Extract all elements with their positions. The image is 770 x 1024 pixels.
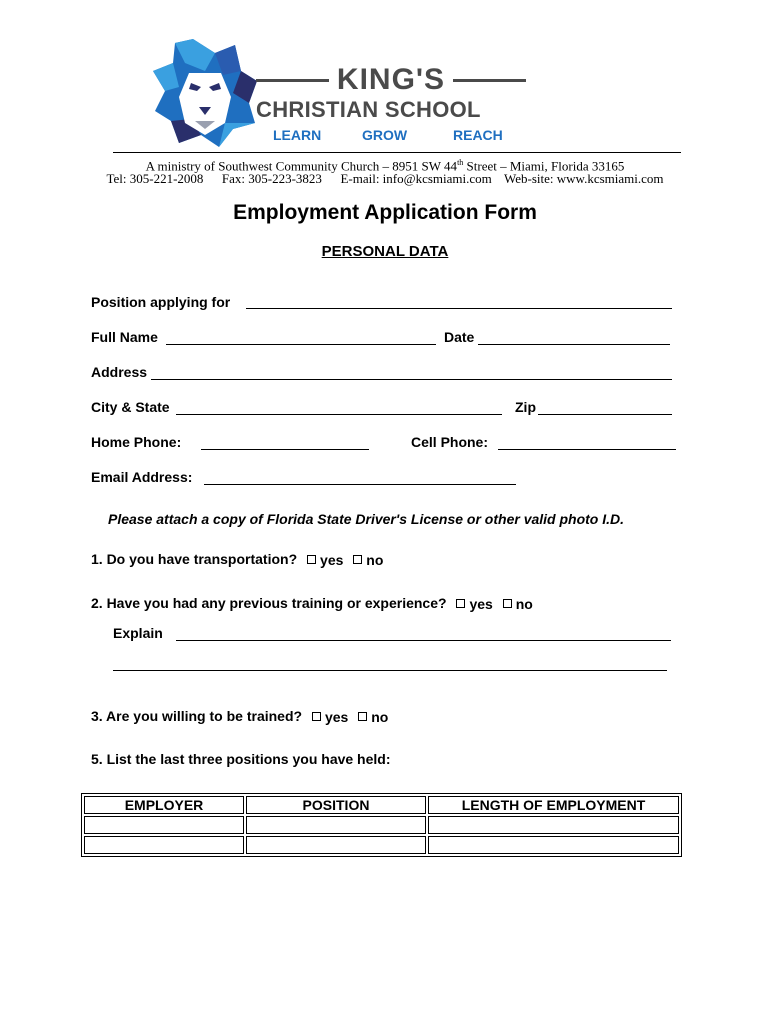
logo-rule-left — [256, 79, 329, 82]
ministry-text: A ministry of Southwest Community Church – 8951 SW 44 — [145, 158, 458, 174]
question-1 — [91, 551, 383, 568]
employer-header: EMPLOYER — [84, 796, 244, 814]
question-1-text: 1. Do you have transportation? — [91, 551, 298, 567]
q1-yes-checkbox[interactable] — [307, 555, 316, 564]
logo-tag-grow: GROW — [362, 127, 408, 143]
cell-phone-label: Cell Phone: — [411, 434, 489, 450]
position-field[interactable] — [246, 308, 672, 309]
table-row — [84, 816, 679, 834]
form-title: Employment Application Form — [233, 201, 537, 224]
question-3 — [91, 708, 388, 725]
question-5: 5. List the last three positions you have held: — [91, 751, 391, 767]
question-2 — [91, 595, 533, 612]
city-state-field[interactable] — [176, 414, 502, 415]
q3-no-checkbox[interactable] — [358, 712, 367, 721]
logo-school-text: CHRISTIAN SCHOOL — [256, 97, 481, 122]
cell-phone-field[interactable] — [498, 449, 676, 450]
logo-name-line1 — [256, 64, 526, 96]
home-phone-field[interactable] — [201, 449, 369, 450]
position-cell[interactable] — [246, 836, 426, 854]
zip-label: Zip — [515, 399, 536, 415]
q2-no-checkbox[interactable] — [503, 599, 512, 608]
employer-cell[interactable] — [84, 816, 244, 834]
q1-no-checkbox[interactable] — [353, 555, 362, 564]
position-header: POSITION — [246, 796, 426, 814]
explain-field-1[interactable] — [176, 640, 671, 641]
length-cell[interactable] — [428, 836, 679, 854]
header-rule — [113, 152, 681, 153]
email-address-field[interactable] — [204, 484, 516, 485]
date-field[interactable] — [478, 344, 670, 345]
section-heading: PERSONAL DATA — [321, 243, 449, 260]
q1-no-label: no — [366, 551, 384, 568]
question-3-text: 3. Are you willing to be trained? — [91, 708, 303, 724]
zip-field[interactable] — [538, 414, 672, 415]
length-header: LENGTH OF EMPLOYMENT — [428, 796, 679, 814]
full-name-field[interactable] — [166, 344, 436, 345]
table-row — [84, 836, 679, 854]
address-label: Address — [91, 364, 148, 380]
contact-line — [0, 171, 770, 187]
logo-kings-text: KING'S — [336, 63, 446, 96]
website-text: Web-site: www.kcsmiami.com — [504, 171, 664, 186]
position-label: Position applying for — [91, 294, 231, 310]
ministry-text-end: Street – Miami, Florida 33165 — [463, 158, 625, 174]
q2-yes-checkbox[interactable] — [456, 599, 465, 608]
city-state-label: City & State — [91, 399, 170, 415]
fax-text: Fax: 305-223-3823 — [221, 171, 322, 186]
explain-field-2[interactable] — [113, 670, 667, 671]
table-header-row — [84, 796, 679, 814]
address-field[interactable] — [151, 379, 672, 380]
logo-tag-reach: REACH — [453, 127, 503, 143]
employer-cell[interactable] — [84, 836, 244, 854]
question-2-text: 2. Have you had any previous training or experience? — [91, 595, 447, 611]
q1-yes-label: yes — [320, 551, 344, 568]
home-phone-label: Home Phone: — [91, 434, 182, 450]
q3-yes-checkbox[interactable] — [312, 712, 321, 721]
attachment-note: Please attach a copy of Florida State Driver's License or other valid photo I.D. — [108, 511, 625, 527]
logo-rule-right — [453, 79, 526, 82]
positions-table — [81, 793, 682, 857]
explain-label: Explain — [113, 625, 163, 641]
ministry-sup: th — [457, 158, 464, 167]
date-label: Date — [444, 329, 475, 345]
email-address-label: Email Address: — [91, 469, 193, 485]
full-name-label: Full Name — [91, 329, 158, 345]
logo-tag-learn: LEARN — [273, 127, 322, 143]
length-cell[interactable] — [428, 816, 679, 834]
q2-no-label: no — [515, 595, 533, 612]
q2-yes-label: yes — [469, 595, 493, 612]
tel-text: Tel: 305-221-2008 — [106, 171, 204, 186]
position-cell[interactable] — [246, 816, 426, 834]
email-text: E-mail: info@kcsmiami.com — [340, 171, 492, 186]
q3-yes-label: yes — [324, 708, 349, 725]
q3-no-label: no — [371, 708, 389, 725]
